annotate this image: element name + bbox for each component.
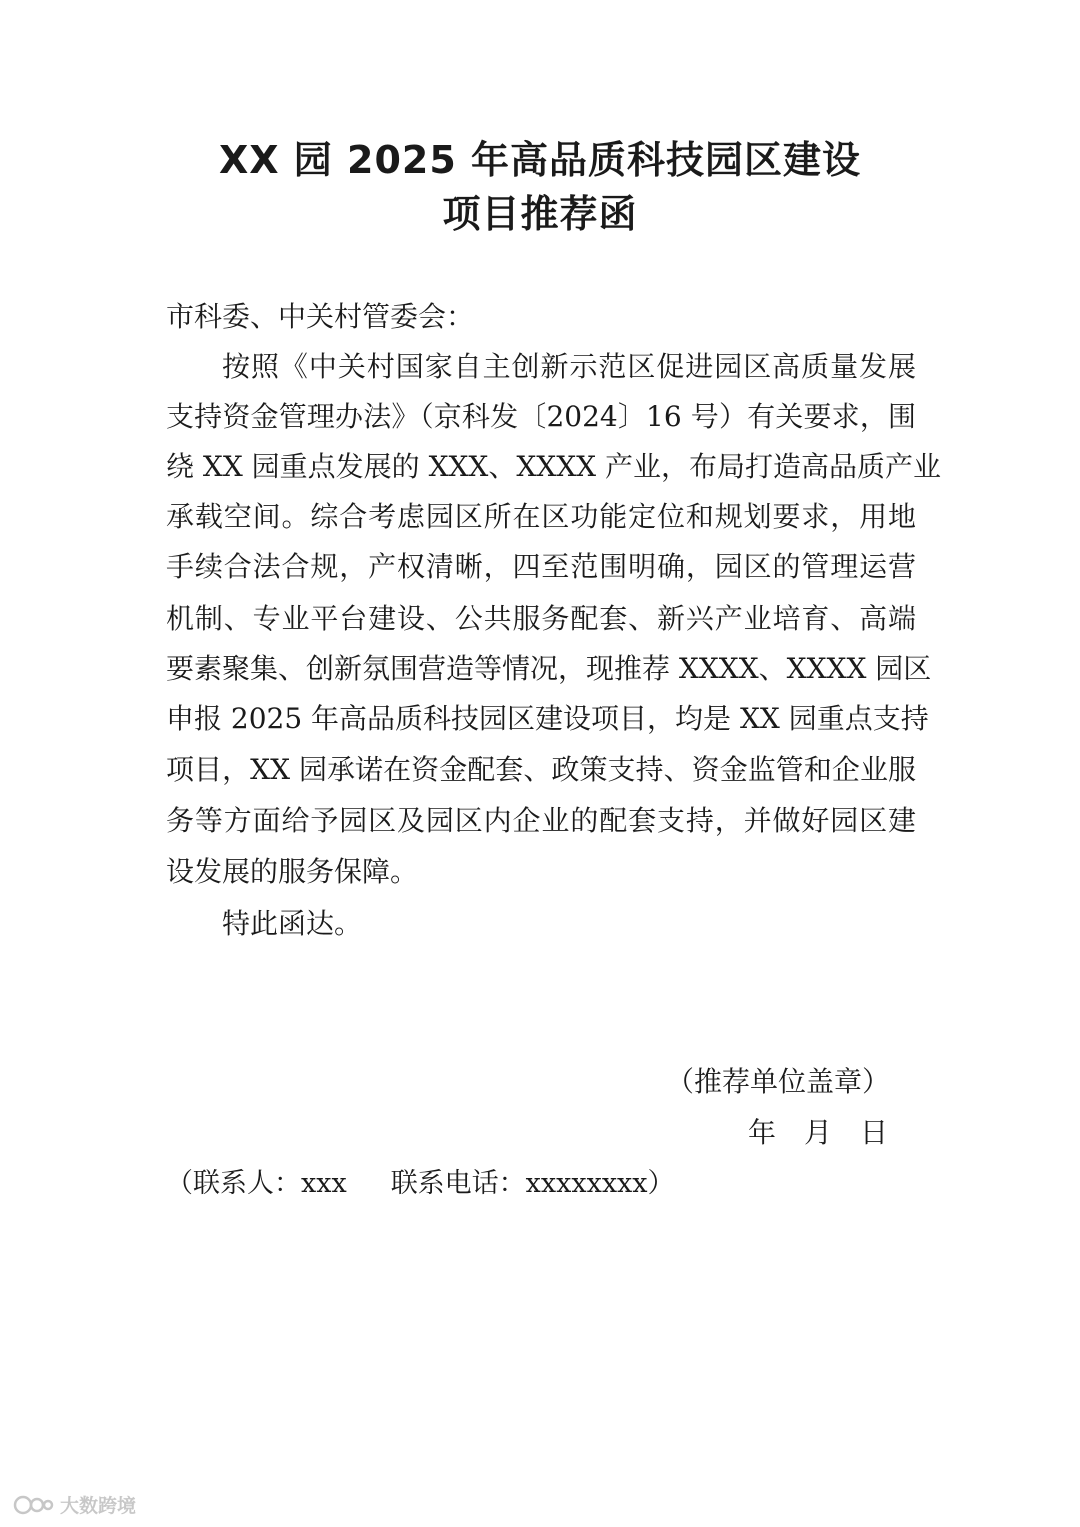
date-month: 月 <box>803 1116 832 1149</box>
body-line: 绕 XX 园重点发展的 XXX、XXXX 产业，布局打造高品质产业 <box>166 450 942 483</box>
body-line: 支持资金管理办法》（京科发〔2024〕16 号）有关要求，围 <box>166 400 916 433</box>
body-line: 承载空间。综合考虑园区所在区功能定位和规划要求，用地 <box>166 500 916 533</box>
contact-phone: 联系电话：xxxxxxxx） <box>390 1168 675 1199</box>
watermark-text: 大数跨境 <box>60 1495 137 1517</box>
body-line: 申报 2025 年高品质科技园区建设项目，均是 XX 园重点支持 <box>166 702 929 735</box>
body-line: 手续合法合规，产权清晰，四至范围明确，园区的管理运营 <box>166 550 916 583</box>
salutation: 市科委、中关村管委会： <box>166 300 475 333</box>
body-line: 机制、专业平台建设、公共服务配套、新兴产业培育、高端 <box>166 602 916 635</box>
watermark-logo-icon <box>12 1494 54 1516</box>
closing-remark: 特此函达。 <box>222 907 363 940</box>
watermark <box>12 1491 136 1518</box>
body-line: 按照《中关村国家自主创新示范区促进园区高质量发展 <box>222 350 916 383</box>
date-day: 日 <box>859 1116 888 1149</box>
contact-line <box>166 1164 675 1204</box>
date-line <box>748 1113 888 1153</box>
body-line: 务等方面给予园区及园区内企业的配套支持，并做好园区建 <box>166 804 916 837</box>
body-line: 设发展的服务保障。 <box>166 855 419 888</box>
body-line: 项目，XX 园承诺在资金配套、政策支持、资金监管和企业服 <box>166 753 916 786</box>
date-year: 年 <box>747 1116 776 1149</box>
document-title-line-2: 项目推荐函 <box>442 192 638 236</box>
seal-note: （推荐单位盖章） <box>665 1065 890 1098</box>
contact-person: （联系人：xxx <box>166 1168 347 1199</box>
body-line: 要素聚集、创新氛围营造等情况，现推荐 XXXX、XXXX 园区 <box>166 652 932 685</box>
document-title-line-1: XX 园 2025 年高品质科技园区建设 <box>218 138 862 182</box>
